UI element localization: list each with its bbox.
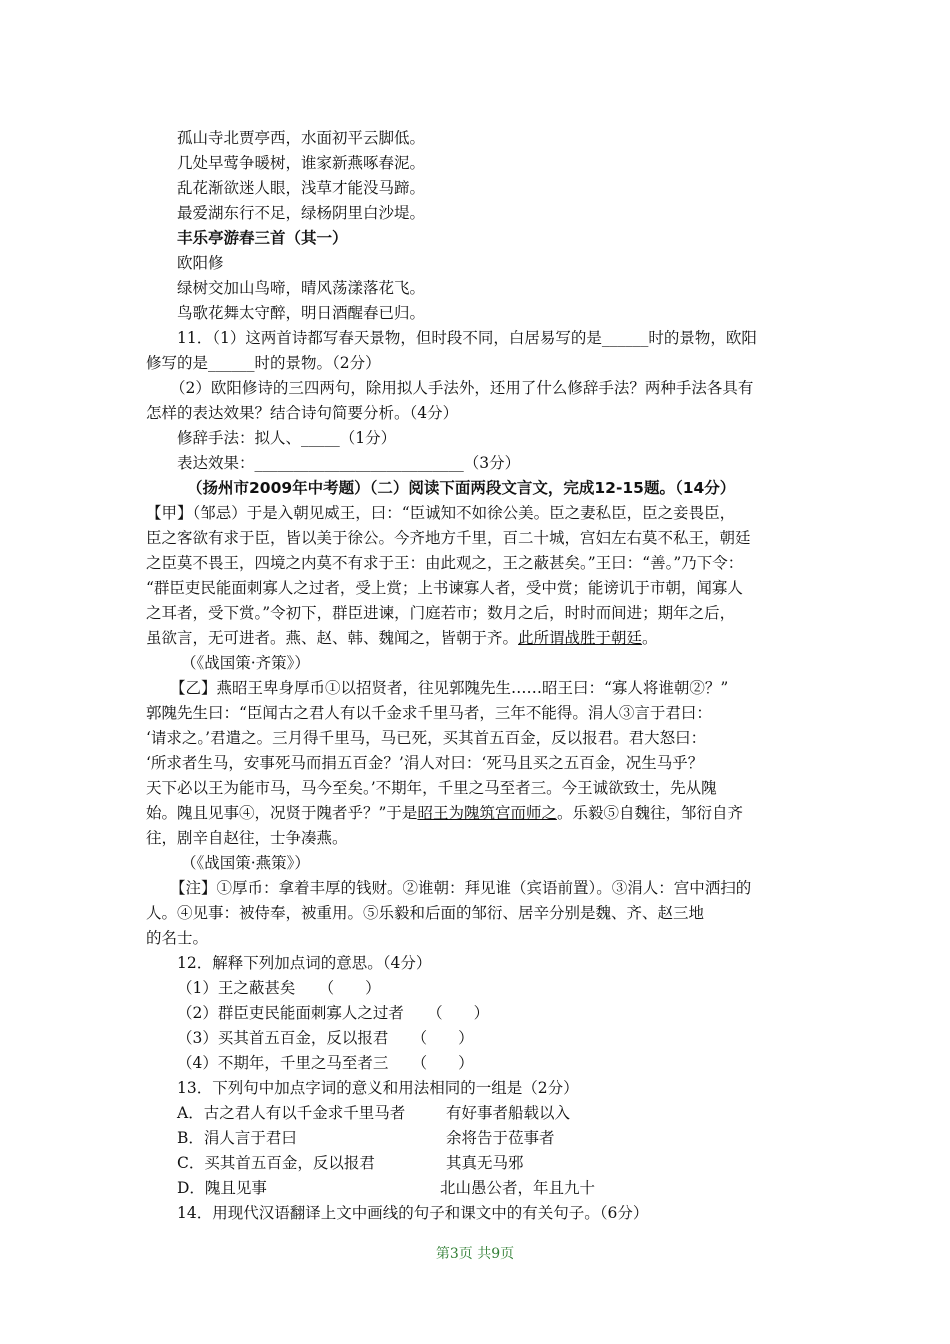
notes-line: 人。④见事：被侍奉，被重用。⑤乐毅和后面的邹衍、居辛分别是魏、齐、赵三地 (146, 904, 705, 922)
q12-stem: 12．解释下列加点词的意思。（4分） (177, 954, 432, 972)
q14-stem: 14．用现代汉语翻译上文中画线的句子和课文中的有关句子。（6分） (177, 1204, 649, 1222)
q13-option-c: C．买其首五百金，反以报君 (177, 1154, 375, 1172)
passage-jia-last-line (146, 628, 658, 648)
notes-line: 的名士。 (146, 929, 209, 947)
poem1-line: 几处早莺争暖树，谁家新燕啄春泥。 (177, 154, 426, 172)
poem1-line: 孤山寺北贾亭西，水面初平云脚低。 (177, 129, 426, 147)
passage-yi-underlined-line (146, 803, 743, 823)
q11-part2-line: 怎样的表达效果？结合诗句简要分析。（4分） (146, 404, 459, 422)
poem1-line: 最爱湖东行不足，绿杨阴里白沙堤。 (177, 204, 426, 222)
passage-yi-line: 往，剧辛自赵往，士争凑燕。 (146, 829, 348, 847)
page-footer: 第3页 共9页 (435, 1246, 515, 1262)
q11-part1-line: 11．（1）这两首诗都写春天景物，但时段不同，白居易写的是______时的景物，欧阳 (177, 329, 757, 347)
q11-effect-answer: 表达效果：___________________________（3分） (177, 454, 521, 472)
section-heading: （扬州市2009年中考题）（二）阅读下面两段文言文，完成12-15题。（14分） (187, 479, 736, 497)
passage-jia-line: 臣之客欲有求于臣，皆以美于徐公。今齐地方千里，百二十城，宫妇左右莫不私王，朝廷 (146, 529, 751, 547)
passage-jia-source: （《战国策·齐策》） (181, 654, 310, 672)
poem2-author: 欧阳修 (177, 254, 224, 272)
passage-jia-line: 之臣莫不畏王，四境之内莫不有求于王：由此观之，王之蔽甚矣。”王曰：“善。”乃下令： (146, 554, 744, 572)
passage-yi-line: ‘请求之。’君遣之。三月得千里马，马已死，买其首五百金，反以报君。君大怒曰： (146, 729, 707, 747)
passage-jia-end: 。 (642, 629, 658, 647)
q11-part1-line: 修写的是______时的景物。（2分） (146, 354, 381, 372)
q12-item: （4）不期年，千里之马至者三 （ ） (177, 1054, 474, 1072)
q11-rhetoric-answer: 修辞手法：拟人、_____（1分） (177, 429, 397, 447)
underlined-sentence: 昭王为隗筑宫而师之 (417, 804, 557, 822)
passage-yi-text: 。乐毅⑤自魏往，邹衍自齐 (556, 804, 743, 822)
passage-yi-text: 始。隗且见事④，况贤于隗者乎？”于是 (146, 804, 418, 822)
passage-yi-line: 郭隗先生曰：“臣闻古之君人有以千金求千里马者，三年不能得。涓人③言于君曰： (146, 704, 712, 722)
q12-item: （1）王之蔽甚矣 （ ） (177, 979, 381, 997)
q12-item: （3）买其首五百金，反以报君 （ ） (177, 1029, 474, 1047)
poem2-line: 鸟歌花舞太守醉，明日酒醒春已归。 (177, 304, 426, 322)
q12-item: （2）群臣吏民能面刺寡人之过者 （ ） (177, 1004, 490, 1022)
q13-option-a: A．古之君人有以千金求千里马者 (177, 1104, 406, 1122)
q13-option-c-right: 其真无马邪 (446, 1154, 524, 1172)
passage-yi-source: （《战国策·燕策》） (181, 854, 310, 872)
passage-yi-line: ‘所求者生马，安事死马而捐五百金？’涓人对曰：‘死马且买之五百金，况生马乎？ (146, 754, 704, 772)
poem1-line: 乱花渐欲迷人眼，浅草才能没马蹄。 (177, 179, 426, 197)
q13-stem: 13．下列句中加点字词的意义和用法相同的一组是（2分） (177, 1079, 579, 1097)
q13-option-d: D．隗且见事 (177, 1179, 267, 1197)
passage-yi-line: 天下必以王为能市马，马今至矣。’不期年，千里之马至者三。今王诚欲致士，先从隗 (146, 779, 717, 797)
q13-option-a-right: 有好事者船载以入 (446, 1104, 571, 1122)
underlined-sentence: 此所谓战胜于朝廷 (518, 629, 643, 647)
notes-line: 【注】①厚币：拿着丰厚的钱财。②谁朝：拜见谁（宾语前置）。③涓人：宫中洒扫的 (170, 879, 752, 897)
passage-jia-line: “群臣吏民能面刺寡人之过者，受上赏；上书谏寡人者，受中赏；能谤讥于市朝，闻寡人 (146, 579, 743, 597)
passage-jia-line: 之耳者，受下赏。”令初下，群臣进谏，门庭若市；数月之后，时时而间进；期年之后， (146, 604, 736, 622)
q11-part2-line: （2）欧阳修诗的三四两句，除用拟人手法外，还用了什么修辞手法？两种手法各具有 (170, 379, 754, 397)
passage-jia-text: 虽欲言，无可进者。燕、赵、韩、魏闻之，皆朝于齐。 (146, 629, 519, 647)
passage-jia-line: 【甲】（邹忌）于是入朝见威王，曰：“臣诚知不如徐公美。臣之妻私臣，臣之妾畏臣， (146, 504, 736, 522)
passage-yi-line: 【乙】燕昭王卑身厚币①以招贤者，往见郭隗先生……昭王曰：“寡人将谁朝②？” (170, 679, 729, 697)
q13-option-b-right: 余将告于莅事者 (446, 1129, 555, 1147)
q13-option-b: B．涓人言于君曰 (177, 1129, 297, 1147)
poem2-title: 丰乐亭游春三首（其一） (177, 229, 348, 247)
q13-option-d-right: 北山愚公者，年且九十 (440, 1179, 596, 1197)
poem2-line: 绿树交加山鸟啼，晴风荡漾落花飞。 (177, 279, 426, 297)
